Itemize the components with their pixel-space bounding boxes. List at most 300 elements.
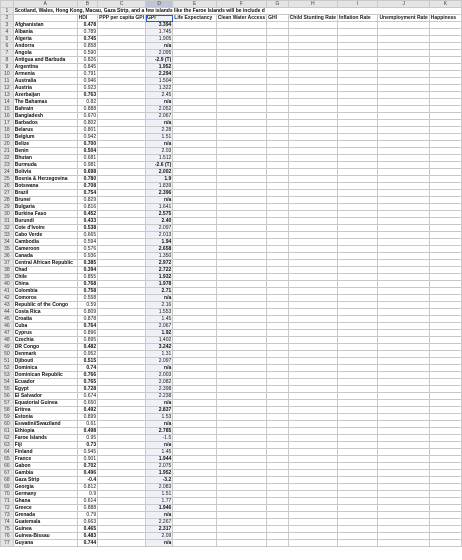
cell[interactable]: [267, 421, 289, 428]
gpi-cell[interactable]: 1.944: [146, 456, 173, 463]
gpi-cell[interactable]: 2.722: [146, 267, 173, 274]
cell[interactable]: [98, 57, 146, 64]
cell[interactable]: [98, 232, 146, 239]
cell[interactable]: [378, 120, 429, 127]
country-cell[interactable]: Bolivia: [13, 169, 77, 176]
cell[interactable]: [429, 295, 461, 302]
cell[interactable]: [98, 344, 146, 351]
country-cell[interactable]: Fiji: [13, 442, 77, 449]
cell[interactable]: [338, 323, 378, 330]
country-cell[interactable]: Bosnia & Herzegovina: [13, 176, 77, 183]
hdi-cell[interactable]: 0.538: [77, 225, 98, 232]
gpi-cell[interactable]: 1.92: [146, 330, 173, 337]
gpi-cell[interactable]: 1.350: [146, 253, 173, 260]
hdi-cell[interactable]: 0.515: [77, 358, 98, 365]
hdi-cell[interactable]: 0.901: [77, 456, 98, 463]
cell[interactable]: [216, 484, 266, 491]
cell[interactable]: [338, 337, 378, 344]
cell[interactable]: [338, 533, 378, 540]
hdi-cell[interactable]: 0.590: [77, 50, 98, 57]
hdi-cell[interactable]: 0.896: [77, 330, 98, 337]
cell[interactable]: [267, 281, 289, 288]
cell[interactable]: [216, 372, 266, 379]
cell[interactable]: [338, 197, 378, 204]
row-header[interactable]: 16: [1, 113, 14, 120]
cell[interactable]: [378, 428, 429, 435]
row-header[interactable]: 14: [1, 99, 14, 106]
cell[interactable]: [267, 435, 289, 442]
cell[interactable]: [98, 540, 146, 547]
cell[interactable]: [173, 421, 216, 428]
gpi-cell[interactable]: 1.402: [146, 337, 173, 344]
cell[interactable]: [216, 197, 266, 204]
hdi-cell[interactable]: 0.758: [77, 288, 98, 295]
cell[interactable]: [288, 323, 337, 330]
cell[interactable]: [98, 512, 146, 519]
cell[interactable]: [216, 365, 266, 372]
cell[interactable]: [288, 253, 337, 260]
hdi-cell[interactable]: 0.665: [77, 232, 98, 239]
column-header-i[interactable]: I: [338, 1, 378, 8]
cell[interactable]: [173, 295, 216, 302]
cell[interactable]: [288, 127, 337, 134]
cell[interactable]: [216, 491, 266, 498]
header-cell[interactable]: Happiness: [429, 15, 461, 22]
cell[interactable]: [288, 456, 337, 463]
row-header[interactable]: 3: [1, 22, 14, 29]
cell[interactable]: [216, 57, 266, 64]
cell[interactable]: [98, 246, 146, 253]
cell[interactable]: [429, 386, 461, 393]
cell[interactable]: [216, 442, 266, 449]
gpi-cell[interactable]: -1.5: [146, 435, 173, 442]
cell[interactable]: [216, 239, 266, 246]
cell[interactable]: [173, 78, 216, 85]
cell[interactable]: [288, 78, 337, 85]
cell[interactable]: [173, 344, 216, 351]
cell[interactable]: [288, 29, 337, 36]
country-cell[interactable]: Bhutan: [13, 155, 77, 162]
cell[interactable]: [98, 120, 146, 127]
hdi-cell[interactable]: 0.650: [77, 400, 98, 407]
row-header[interactable]: 51: [1, 358, 14, 365]
cell[interactable]: [378, 197, 429, 204]
cell[interactable]: [267, 393, 289, 400]
cell[interactable]: [338, 540, 378, 547]
cell[interactable]: [98, 64, 146, 71]
country-cell[interactable]: Cambodia: [13, 239, 77, 246]
country-cell[interactable]: Cuba: [13, 323, 77, 330]
cell[interactable]: [338, 134, 378, 141]
cell[interactable]: [378, 400, 429, 407]
country-cell[interactable]: Austria: [13, 85, 77, 92]
cell[interactable]: [378, 456, 429, 463]
cell[interactable]: [267, 71, 289, 78]
cell[interactable]: [288, 85, 337, 92]
cell[interactable]: [216, 29, 266, 36]
cell[interactable]: [216, 358, 266, 365]
cell[interactable]: [338, 421, 378, 428]
cell[interactable]: [173, 491, 216, 498]
cell[interactable]: [216, 50, 266, 57]
cell[interactable]: [429, 260, 461, 267]
row-header[interactable]: 69: [1, 484, 14, 491]
cell[interactable]: [338, 253, 378, 260]
cell[interactable]: [288, 309, 337, 316]
cell[interactable]: [429, 330, 461, 337]
gpi-cell[interactable]: 1.952: [146, 470, 173, 477]
cell[interactable]: [98, 169, 146, 176]
hdi-cell[interactable]: 0.670: [77, 113, 98, 120]
row-header[interactable]: 7: [1, 50, 14, 57]
cell[interactable]: [378, 393, 429, 400]
cell[interactable]: [378, 176, 429, 183]
country-cell[interactable]: Bahrain: [13, 106, 77, 113]
cell[interactable]: [216, 512, 266, 519]
gpi-cell[interactable]: 1.745: [146, 29, 173, 36]
cell[interactable]: [378, 477, 429, 484]
cell[interactable]: [98, 323, 146, 330]
row-header[interactable]: 66: [1, 463, 14, 470]
row-header[interactable]: 5: [1, 36, 14, 43]
cell[interactable]: [267, 498, 289, 505]
hdi-cell[interactable]: 0.433: [77, 218, 98, 225]
cell[interactable]: [216, 134, 266, 141]
cell[interactable]: [429, 106, 461, 113]
country-cell[interactable]: Burmuda: [13, 162, 77, 169]
cell[interactable]: [267, 470, 289, 477]
cell[interactable]: [216, 351, 266, 358]
country-cell[interactable]: Burkina Faso: [13, 211, 77, 218]
column-header-e[interactable]: E: [173, 1, 216, 8]
country-cell[interactable]: Chad: [13, 267, 77, 274]
cell[interactable]: [338, 71, 378, 78]
cell[interactable]: [267, 106, 289, 113]
gpi-cell[interactable]: 2.002: [146, 169, 173, 176]
cell[interactable]: [98, 218, 146, 225]
gpi-cell[interactable]: 2.294: [146, 71, 173, 78]
cell[interactable]: [173, 148, 216, 155]
cell[interactable]: [173, 176, 216, 183]
cell[interactable]: [288, 519, 337, 526]
title-cell[interactable]: Scotland, Wales, Hong Kong, Macau, Gaza Strip, and a few islands like the Faroe Islands will be include d: [13, 8, 461, 15]
hdi-cell[interactable]: 0.855: [77, 274, 98, 281]
cell[interactable]: [338, 449, 378, 456]
cell[interactable]: [288, 274, 337, 281]
cell[interactable]: [429, 267, 461, 274]
cell[interactable]: [288, 295, 337, 302]
hdi-cell[interactable]: 0.816: [77, 204, 98, 211]
cell[interactable]: [216, 470, 266, 477]
cell[interactable]: [173, 120, 216, 127]
cell[interactable]: [378, 288, 429, 295]
hdi-cell[interactable]: 0.878: [77, 316, 98, 323]
cell[interactable]: [378, 127, 429, 134]
cell[interactable]: [216, 78, 266, 85]
cell[interactable]: [173, 477, 216, 484]
cell[interactable]: [338, 120, 378, 127]
country-cell[interactable]: Eswatini/Swaziland: [13, 421, 77, 428]
cell[interactable]: [267, 120, 289, 127]
cell[interactable]: [429, 50, 461, 57]
cell[interactable]: [173, 64, 216, 71]
hdi-cell[interactable]: 0.754: [77, 190, 98, 197]
country-cell[interactable]: Dominican Republic: [13, 372, 77, 379]
cell[interactable]: [216, 456, 266, 463]
cell[interactable]: [98, 302, 146, 309]
cell[interactable]: [98, 106, 146, 113]
cell[interactable]: [98, 484, 146, 491]
cell[interactable]: [216, 316, 266, 323]
cell[interactable]: [216, 421, 266, 428]
cell[interactable]: [98, 463, 146, 470]
row-header[interactable]: 29: [1, 204, 14, 211]
cell[interactable]: [98, 204, 146, 211]
cell[interactable]: [288, 302, 337, 309]
country-cell[interactable]: Belarus: [13, 127, 77, 134]
gpi-cell[interactable]: 1.504: [146, 78, 173, 85]
cell[interactable]: [173, 533, 216, 540]
cell[interactable]: [338, 183, 378, 190]
hdi-cell[interactable]: 0.764: [77, 323, 98, 330]
cell[interactable]: [429, 288, 461, 295]
cell[interactable]: [378, 267, 429, 274]
header-cell[interactable]: Child Stunting Rate: [289, 15, 337, 21]
cell[interactable]: [288, 113, 337, 120]
cell[interactable]: [288, 71, 337, 78]
gpi-cell[interactable]: 2.398: [146, 386, 173, 393]
cell[interactable]: [429, 120, 461, 127]
row-header[interactable]: 56: [1, 393, 14, 400]
cell[interactable]: [429, 232, 461, 239]
cell[interactable]: [338, 351, 378, 358]
cell[interactable]: [378, 43, 429, 50]
cell[interactable]: [338, 162, 378, 169]
cell[interactable]: [378, 512, 429, 519]
cell[interactable]: [267, 225, 289, 232]
gpi-cell[interactable]: 2.28: [146, 127, 173, 134]
cell[interactable]: [173, 505, 216, 512]
cell[interactable]: [288, 64, 337, 71]
cell[interactable]: [378, 449, 429, 456]
cell[interactable]: [173, 442, 216, 449]
cell[interactable]: [267, 302, 289, 309]
cell[interactable]: [267, 540, 289, 547]
country-cell[interactable]: Afghanistan: [13, 22, 77, 29]
cell[interactable]: [338, 512, 378, 519]
country-cell[interactable]: El Salvador: [13, 393, 77, 400]
gpi-cell[interactable]: 3.242: [146, 344, 173, 351]
cell[interactable]: [173, 358, 216, 365]
gpi-cell[interactable]: 2.082: [146, 379, 173, 386]
row-header[interactable]: 39: [1, 274, 14, 281]
cell[interactable]: [378, 540, 429, 547]
cell[interactable]: [173, 519, 216, 526]
cell[interactable]: [288, 484, 337, 491]
hdi-cell[interactable]: 0.74: [77, 365, 98, 372]
hdi-cell[interactable]: 0.698: [77, 169, 98, 176]
row-header[interactable]: 48: [1, 337, 14, 344]
cell[interactable]: [338, 29, 378, 36]
gpi-cell[interactable]: n/a: [146, 99, 173, 106]
row-header[interactable]: 42: [1, 295, 14, 302]
cell[interactable]: [378, 386, 429, 393]
cell[interactable]: [267, 386, 289, 393]
cell[interactable]: [173, 526, 216, 533]
cell[interactable]: [173, 36, 216, 43]
cell[interactable]: [338, 330, 378, 337]
cell[interactable]: [288, 344, 337, 351]
cell[interactable]: [288, 449, 337, 456]
hdi-cell[interactable]: 0.483: [77, 533, 98, 540]
country-cell[interactable]: Bangladesh: [13, 113, 77, 120]
cell[interactable]: [288, 239, 337, 246]
cell[interactable]: [98, 309, 146, 316]
cell[interactable]: [173, 113, 216, 120]
gpi-cell[interactable]: n/a: [146, 365, 173, 372]
row-header[interactable]: 67: [1, 470, 14, 477]
cell[interactable]: [429, 141, 461, 148]
cell[interactable]: [378, 358, 429, 365]
header-cell[interactable]: Inflation Rate: [338, 15, 378, 22]
cell[interactable]: [267, 183, 289, 190]
cell[interactable]: [98, 533, 146, 540]
cell[interactable]: [288, 526, 337, 533]
cell[interactable]: [173, 435, 216, 442]
cell[interactable]: [378, 162, 429, 169]
cell[interactable]: [173, 386, 216, 393]
country-cell[interactable]: Cote d'Ivoire: [13, 225, 77, 232]
cell[interactable]: [378, 218, 429, 225]
cell[interactable]: [288, 316, 337, 323]
gpi-cell[interactable]: 2.075: [146, 463, 173, 470]
cell[interactable]: [378, 204, 429, 211]
cell[interactable]: [429, 92, 461, 99]
hdi-cell[interactable]: 0.936: [77, 253, 98, 260]
cell[interactable]: [429, 85, 461, 92]
cell[interactable]: [267, 204, 289, 211]
row-header[interactable]: 53: [1, 372, 14, 379]
cell[interactable]: [429, 442, 461, 449]
country-cell[interactable]: Central African Republic: [13, 260, 77, 267]
cell[interactable]: [98, 50, 146, 57]
row-header[interactable]: 27: [1, 190, 14, 197]
hdi-cell[interactable]: 0.765: [77, 379, 98, 386]
gpi-cell[interactable]: 2.067: [146, 113, 173, 120]
cell[interactable]: [216, 435, 266, 442]
cell[interactable]: [216, 288, 266, 295]
cell[interactable]: [429, 337, 461, 344]
cell[interactable]: [267, 267, 289, 274]
cell[interactable]: [429, 449, 461, 456]
cell[interactable]: [173, 92, 216, 99]
cell[interactable]: [216, 393, 266, 400]
gpi-cell[interactable]: 2.45: [146, 92, 173, 99]
cell[interactable]: [173, 372, 216, 379]
cell[interactable]: [98, 435, 146, 442]
cell[interactable]: [429, 407, 461, 414]
row-header[interactable]: 77: [1, 540, 14, 547]
gpi-cell[interactable]: 1.77: [146, 498, 173, 505]
gpi-cell[interactable]: 1.31: [146, 351, 173, 358]
cell[interactable]: [173, 71, 216, 78]
cell[interactable]: [338, 463, 378, 470]
cell[interactable]: [338, 211, 378, 218]
cell[interactable]: [338, 64, 378, 71]
cell[interactable]: [173, 407, 216, 414]
row-header[interactable]: 49: [1, 344, 14, 351]
country-cell[interactable]: Guyana: [13, 540, 77, 547]
cell[interactable]: [338, 141, 378, 148]
cell[interactable]: [267, 141, 289, 148]
cell[interactable]: [288, 372, 337, 379]
cell[interactable]: [338, 127, 378, 134]
cell[interactable]: [98, 127, 146, 134]
cell[interactable]: [338, 414, 378, 421]
cell[interactable]: [378, 309, 429, 316]
cell[interactable]: [98, 190, 146, 197]
cell[interactable]: [173, 449, 216, 456]
row-header[interactable]: 10: [1, 71, 14, 78]
cell[interactable]: [173, 267, 216, 274]
row-header[interactable]: 38: [1, 267, 14, 274]
column-header-h[interactable]: H: [288, 1, 337, 8]
cell[interactable]: [429, 64, 461, 71]
cell[interactable]: [216, 323, 266, 330]
cell[interactable]: [216, 211, 266, 218]
cell[interactable]: [429, 519, 461, 526]
cell[interactable]: [98, 316, 146, 323]
gpi-cell[interactable]: 2.267: [146, 519, 173, 526]
cell[interactable]: [429, 512, 461, 519]
cell[interactable]: [173, 456, 216, 463]
cell[interactable]: [98, 358, 146, 365]
cell[interactable]: [429, 484, 461, 491]
country-cell[interactable]: Dominica: [13, 365, 77, 372]
cell[interactable]: [288, 330, 337, 337]
cell[interactable]: [173, 484, 216, 491]
cell[interactable]: [267, 155, 289, 162]
cell[interactable]: [288, 155, 337, 162]
country-cell[interactable]: Croatia: [13, 316, 77, 323]
header-cell[interactable]: PPP per capita GPI: [99, 15, 145, 21]
cell[interactable]: [267, 64, 289, 71]
cell[interactable]: [98, 260, 146, 267]
country-cell[interactable]: Eritrea: [13, 407, 77, 414]
cell[interactable]: [267, 246, 289, 253]
cell[interactable]: [216, 295, 266, 302]
cell[interactable]: [429, 316, 461, 323]
cell[interactable]: [98, 225, 146, 232]
column-header-a[interactable]: A: [13, 1, 77, 8]
cell[interactable]: [267, 463, 289, 470]
country-cell[interactable]: Botswana: [13, 183, 77, 190]
gpi-cell[interactable]: 2.396: [146, 190, 173, 197]
cell[interactable]: [378, 533, 429, 540]
cell[interactable]: [429, 239, 461, 246]
cell[interactable]: [98, 449, 146, 456]
hdi-cell[interactable]: 0.763: [77, 92, 98, 99]
cell[interactable]: [338, 225, 378, 232]
column-header-c[interactable]: C: [98, 1, 146, 8]
cell[interactable]: [216, 519, 266, 526]
cell[interactable]: [288, 379, 337, 386]
cell[interactable]: [429, 505, 461, 512]
cell[interactable]: [338, 372, 378, 379]
cell[interactable]: [267, 113, 289, 120]
country-cell[interactable]: Angola: [13, 50, 77, 57]
hdi-cell[interactable]: 0.789: [77, 29, 98, 36]
